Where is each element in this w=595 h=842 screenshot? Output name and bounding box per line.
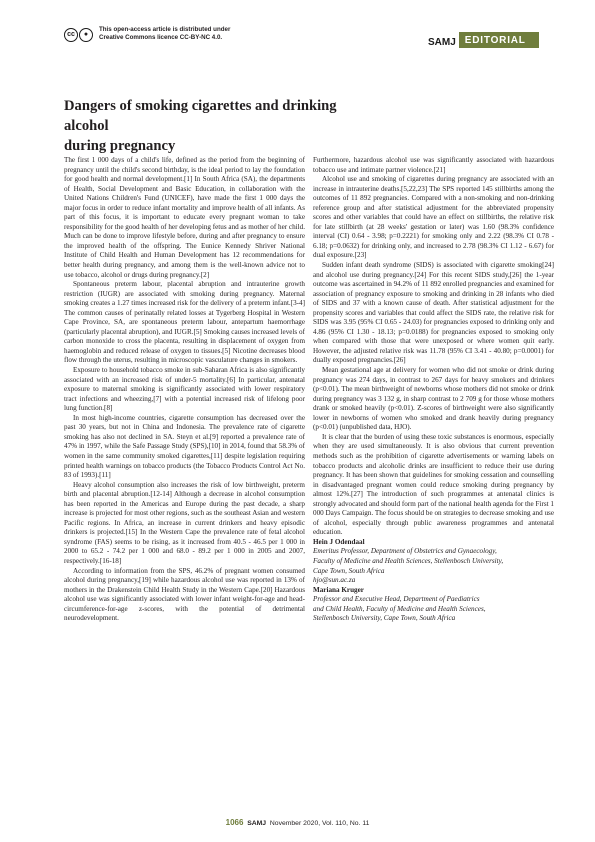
author-affiliation: Cape Town, South Africa (313, 566, 385, 575)
author-email[interactable]: hjo@sun.ac.za (313, 576, 356, 585)
article-title (64, 96, 364, 156)
license-line-2: Creative Commons licence CC-BY-NC 4.0. (99, 34, 223, 42)
paragraph: Sudden infant death syndrome (SIDS) is associated with cigarette smoking[24] and alcohol use during pregnancy.[24] For this recent SIDS study,[26] the 1-year outcome was ascertained in 94.2% of 11 892 enrolled pregnancies and examined for association of pregnancy exposure to smoking and drinking in 28 infants who died of SIDS and 37 with a known cause of death. After statistical adjustment for the propensity scores and variables that could affect the SIDS rate, the relative risk for SIDS was 3.95 (95% CI 0.65 - 24.03) for pregnancies exposed to drinking only and 4.86 (95% CI 1.30 - 18.13; p=0.0188) for pregnancies exposed to smoking only when compared with those that were unexposed or where women quit early. However, the adjusted relative risk was 11.78 (95% CI 3.41 - 40.80; p=0.0001) for dually exposed pregnancies.[26] (313, 261, 554, 365)
left-column (64, 156, 305, 624)
license-text (99, 26, 230, 43)
paragraph: It is clear that the burden of using these toxic substances is enormous, especially when they are used simultaneously. It is also obvious that current prevention methods such as the prohibition of cigarette advertisements or warning labels on tobacco products and alcoholic drinks are insufficient to reduce their use during pregnancy. It has been shown that guidelines for smoking cessation and counselling in disadvantaged pregnant women could reduce smoking during pregnancy by almost 12%.[27] The introduction of such programmes at antenatal clinics is strongly advocated and should form part of the national health agenda for the First 1 000 Days Campaign. The focus should be on strategies to decrease smoking and use of alcohol, especially through public awareness programmes and antenatal education. (313, 432, 554, 537)
author-name: Mariana Kruger (313, 585, 364, 594)
right-column (313, 156, 554, 624)
page-number: 1066 (225, 818, 244, 827)
footer-journal: SAMJ (247, 820, 267, 827)
title-line-2: during pregnancy (64, 138, 176, 154)
paragraph: Exposure to household tobacco smoke in sub-Saharan Africa is also significantly associated with an increased risk of under-5 mortality.[6] In particular, antenatal exposure to maternal smoking is significantly associated with lower respiratory tract infections and wheezing,[7] with a potential increased risk of lifelong poor lung function.[8] (64, 366, 305, 413)
cc-license-icons (64, 28, 93, 42)
page-footer (0, 818, 595, 827)
journal-name: SAMJ (428, 37, 456, 48)
author-block (313, 538, 554, 586)
author-affiliation: Stellenbosch University, Cape Town, South Africa (313, 614, 456, 623)
author-block (313, 586, 554, 624)
section-label: EDITORIAL (459, 32, 539, 48)
author-affiliation: Faculty of Medicine and Health Sciences, Stellenbosch University, (313, 556, 504, 565)
license-notice (64, 26, 230, 43)
cc-icon: cc (64, 28, 78, 42)
paragraph: According to information from the SPS, 46.2% of pregnant women consumed alcohol during pregnancy,[19] while hazardous alcohol use was reported in 13% of mothers in the Drakenstein Child Health Study in the Western Cape.[20] Hazardous alcohol use was significantly associated with lower infant weight-for-age and head-circumference-for-age z-scores, with the potential of detrimental neurodevelopment. (64, 566, 305, 623)
by-icon: ● (79, 28, 93, 42)
journal-section-tab (428, 32, 539, 48)
author-affiliation: and Child Health, Faculty of Medicine and Health Sciences, (313, 604, 486, 613)
license-line-1: This open-access article is distributed under (99, 26, 231, 33)
paragraph: In most high-income countries, cigarette consumption has decreased over the past 30 years, but not in China and Indonesia. The prevalence rate of cigarette smoking has also not declined in SA. Steyn et al.[9] reported a prevalence rate of 47% in 1997, while the Safe Passage Study (SPS),[10] in 2014, found that 58.3% of women in the same community smoked cigarettes,[11] despite legislation requiring printed health warnings on tobacco products (the Tobacco Products Control Act No. 83 of 1993).[11] (64, 413, 305, 480)
paragraph: Heavy alcohol consumption also increases the risk of low birthweight, preterm birth and placental abruption.[12-14] Although a decrease in alcohol consumption has been reported in the Americas and Europe during the past decade, a sharp increase is projected for most other regions, such as the southeast Asian and western Pacific regions. In Africa, an increase in current drinkers and heavy episodic drinkers is projected.[15] In the Western Cape the prevalence rate of fetal alcohol syndrome (FAS) seems to be rising, as it increased from 40.5 - 46.5 per 1 000 in 2000 to 65.2 - 74.2 per 1 000 and 68.0 - 89.2 per 1 000 in 2005 and 2007, respectively.[16-18] (64, 480, 305, 565)
title-line-1: Dangers of smoking cigarettes and drinking alcohol (64, 98, 337, 134)
paragraph: Alcohol use and smoking of cigarettes during pregnancy are associated with an increase in intrauterine deaths.[5,22,23] The SPS reported 145 stillbirths among the outcomes of 11 892 pregnancies. Compared with a non-smoking and non-drinking reference group and after statistical adjustment for the abbreviated propensity scores and other variables that could have an effect on stillbirths, the relative risk for late stillbirth (at 28 weeks' gestation or later) was 1.60 (98.3% confidence interval (CI) 0.64 - 3.98; p=0.2221) for smoking only and 2.22 (98.3% CI 0.78 - 6.18; p=0.0632) for drinking only, and increased to 2.78 (98.3% CI 1.12 - 6.67) for dual exposure.[23] (313, 175, 554, 260)
paragraph: Furthermore, hazardous alcohol use was significantly associated with hazardous tobacco use and intimate partner violence.[21] (313, 156, 554, 174)
paragraph: Mean gestational age at delivery for women who did not smoke or drink during pregnancy was 274 days, in contrast to 267 days for heavy smokers and drinkers (p<0.01). The mean birthweight of newborns whose mothers did not smoke or drink during pregnancy was 3 132 g, in sharp contrast to 2 709 g for those whose mothers drank or smoked heavily (p<0.01). Z-scores of birthweight were also significantly lower in newborns of women who smoked and drank heavily during pregnancy (p<0.01) (unpublished data, HJO). (313, 366, 554, 432)
paragraph: Spontaneous preterm labour, placental abruption and intrauterine growth restriction (IUGR) are associated with smoking during pregnancy. Maternal smoking creates a 1.27 times increased risk for the delivery of a preterm infant.[3-4] The common causes of perinatally related losses at Tygerberg Hospital in Western Cape Province, SA, are spontaneous preterm labour, antepartum haemorrhage (particularly placental abruption), and IUGR.[5] Smoking causes increased levels of carbon monoxide to cross the placenta, resulting in displacement of oxygen from haemoglobin and reduced release of oxygen to tissues.[5] Nicotine decreases blood flow through the uterus, resulting in microscopic vasculature changes in smokers. (64, 280, 305, 365)
author-affiliation: Professor and Executive Head, Department of Paediatrics (313, 595, 480, 604)
paragraph: The first 1 000 days of a child's life, defined as the period from the beginning of pregnancy until the child's second birthday, is the ideal period to lay the foundation for good health and normal development.[1] In South Africa (SA), the departments of Health, Social Development and Basic Education, in collaboration with the United Nations Children's Fund (UNICEF), have made the first 1 000 days the major focus in order to reduce infant mortality and improve health of all infants. As part of this focus, it is important to educate every pregnant woman to take responsibility for the good health of her developing fetus and as mother of her child. Much can be done to improve lifestyle before, during and after pregnancy to ensure the improved health of the offspring. The Eunice Kennedy Shriver National Institute of Child Health and Human Development has 12 recommendations for better health during pregnancy, and among them is the well-known advice not to use tobacco, alcohol or drugs during pregnancy.[2] (64, 156, 305, 279)
author-name: Hein J Odendaal (313, 537, 365, 546)
author-affiliation: Emeritus Professor, Department of Obstetrics and Gynaecology, (313, 547, 497, 556)
footer-issue: November 2020, Vol. 110, No. 11 (269, 820, 370, 827)
